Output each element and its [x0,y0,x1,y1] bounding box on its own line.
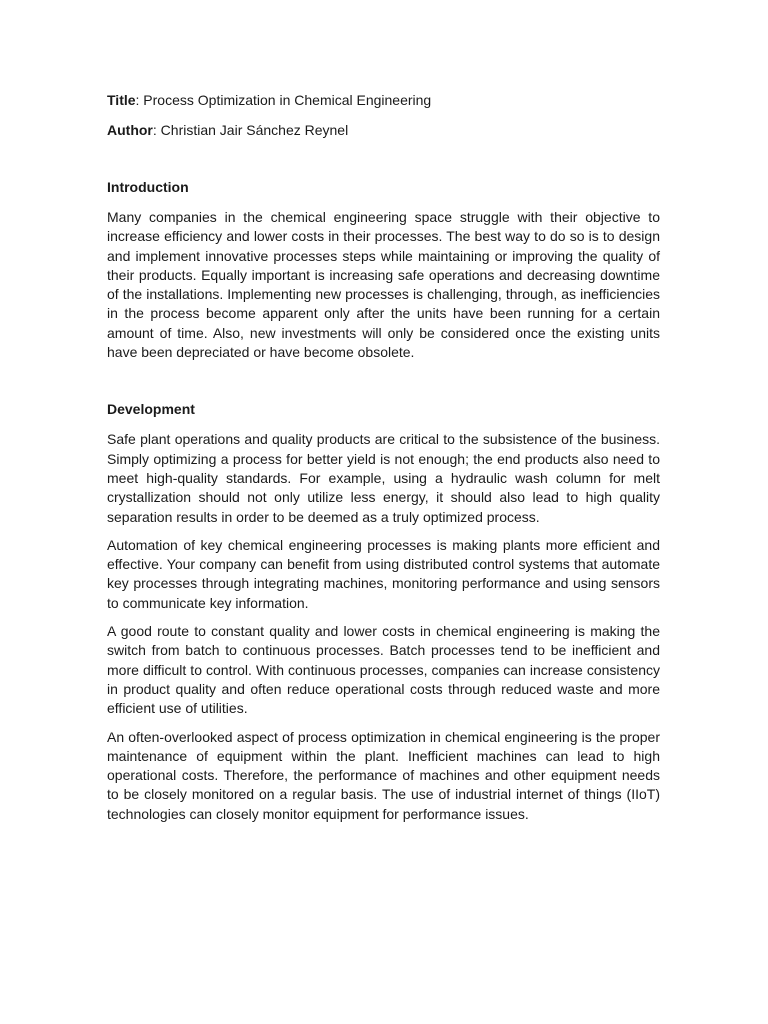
development-paragraph-3: A good route to constant quality and lower costs in chemical engineering is making the switch from batch to continuous processes. Batch processes tend to be inefficient and more difficult to control. With continuous processes, companies can increase consistency in product quality and often reduce operational costs through reduced waste and more efficient use of utilities. [107,623,660,717]
document-title: : Process Optimization in Chemical Engineering [135,92,432,108]
introduction-heading: Introduction [107,179,189,195]
document-author-line [107,121,660,140]
introduction-paragraph: Many companies in the chemical engineering space struggle with their objective to increase efficiency and lower costs in their processes. The best way to do so is to design and implement innovative processes steps while maintaining or improving the quality of their products. Equally important is increasing safe operations and decreasing downtime of the installations. Implementing new processes is challenging, through, as inefficiencies in the process become apparent only after the units have been running for a certain amount of time. Also, new investments will only be considered once the existing units have been depreciated or have become obsolete. [107,209,660,361]
development-paragraph-2: Automation of key chemical engineering processes is making plants more efficient and effective. Your company can benefit from using distributed control systems that automate key processes through integrating machines, monitoring performance and using sensors to communicate key information. [107,536,660,611]
title-label: Title [107,92,136,108]
document-title-line [107,91,660,110]
document-page [107,91,660,833]
introduction-section [107,178,660,362]
author-label: Author [107,122,153,138]
development-section [107,400,660,824]
document-author: : Christian Jair Sánchez Reynel [152,122,349,138]
development-paragraph-4: An often-overlooked aspect of process optimization in chemical engineering is the proper maintenance of equipment within the plant. Inefficient machines can lead to high operational costs. Therefore, the performance of machines and other equipment needs to be closely monitored on a regular basis. The use of industrial internet of things (IIoT) technologies can closely monitor equipment for performance issues. [107,728,660,822]
development-heading: Development [107,401,195,418]
development-paragraph-1: Safe plant operations and quality products are critical to the subsistence of the business. Simply optimizing a process for better yield is not enough; the end products also need to meet high-quality standards. For example, using a hydraulic wash column for melt crystallization should not only utilize less energy, it should also lead to high quality separation results in order to be deemed as a truly optimized process. [107,431,660,525]
